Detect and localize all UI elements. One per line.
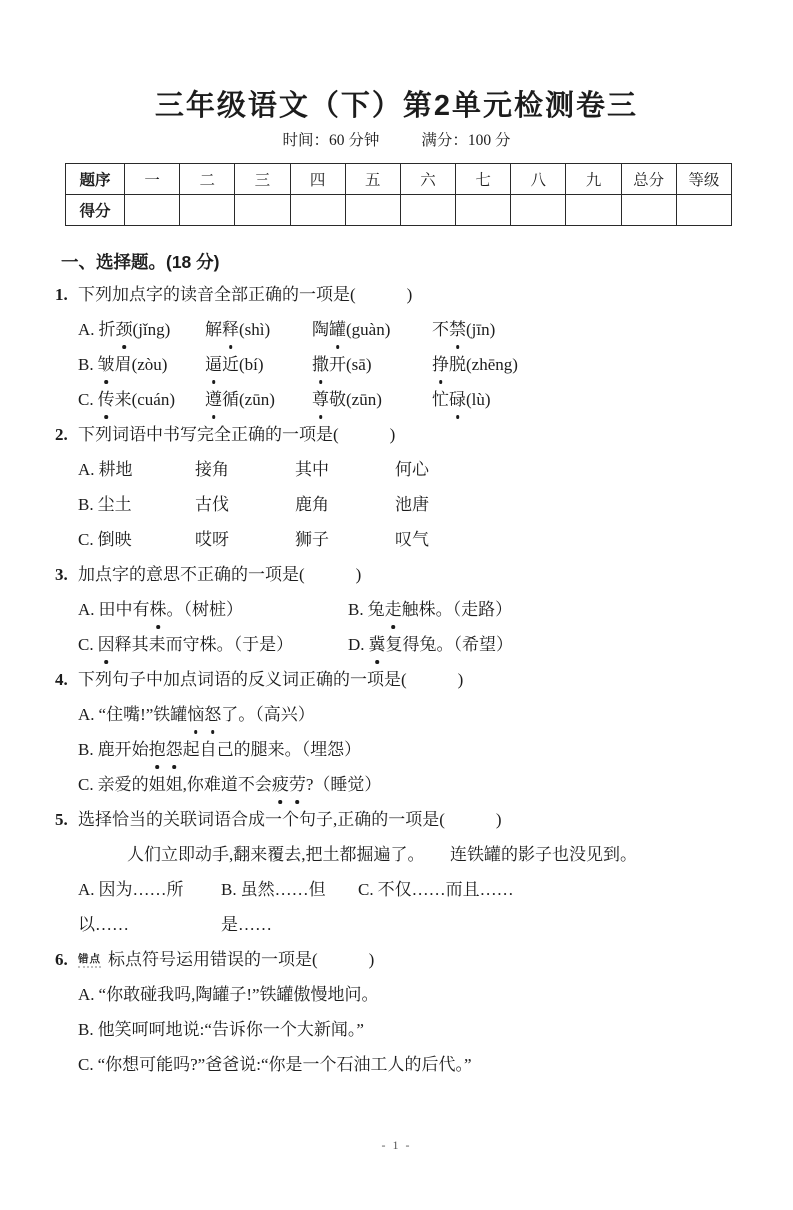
question-stem	[55, 417, 738, 452]
question	[55, 662, 738, 802]
option-label: A.	[78, 320, 95, 339]
page-number: - 1 -	[381, 1138, 412, 1152]
question-stem-text: 加点字的意思不正确的一项是( )	[78, 565, 362, 584]
option-text: 兔走触株。（走路）	[368, 600, 513, 619]
option	[78, 347, 205, 382]
option-text: 尘土	[97, 495, 132, 514]
emphasis-dotted-char: 疲	[272, 767, 289, 802]
option-word: 接角	[195, 460, 229, 479]
question	[55, 802, 738, 942]
option	[78, 627, 348, 662]
option-label: B.	[78, 740, 94, 759]
emphasis-dotted-char: 挣	[432, 347, 449, 382]
question-stem	[55, 802, 738, 837]
option-text: 虽然……但是……	[221, 880, 326, 934]
emphasis-dotted-char: 株	[150, 592, 167, 627]
option-row	[78, 872, 738, 942]
option-row	[78, 522, 738, 557]
option-word: 古伐	[195, 495, 229, 514]
option	[348, 592, 738, 627]
score-table-score-row	[66, 195, 732, 226]
emphasis-dotted-char: 劳	[289, 767, 306, 802]
option-row	[78, 697, 738, 732]
score-table-label: 题序	[66, 164, 125, 195]
score-table-column-header: 九	[566, 164, 621, 195]
emphasis-dotted-char: 颈	[116, 312, 133, 347]
option-row	[78, 627, 738, 662]
option	[78, 452, 195, 487]
option-text: 冀复得兔。（希望）	[369, 635, 514, 654]
emphasis-dotted-char: 禁	[449, 312, 466, 347]
score-cell	[125, 195, 180, 226]
option-label: A.	[78, 600, 95, 619]
option-label: A.	[78, 880, 95, 899]
option-text: 因释其耒而守株。（于是）	[98, 635, 294, 654]
option-word: 陶罐(guàn)	[312, 312, 432, 347]
score-cell	[235, 195, 290, 226]
page-title: 三年级语文（下）第2单元检测卷三	[154, 90, 639, 122]
option-word: 逼近(bí)	[205, 347, 312, 382]
score-cell	[511, 195, 566, 226]
option	[78, 767, 738, 802]
section-heading: 一、选择题。(18 分)	[61, 252, 220, 272]
question	[55, 557, 738, 662]
option-text: “你想可能吗?”爸爸说:“你是一个石油工人的后代。”	[97, 1055, 472, 1074]
option-word: 撒开(sā)	[312, 347, 432, 382]
question-stem	[55, 942, 738, 977]
option	[78, 697, 738, 732]
option	[78, 592, 348, 627]
option-label: C.	[78, 390, 94, 409]
emphasis-dotted-char: 怨	[166, 732, 183, 767]
emphasis-dotted-char: 碌	[449, 382, 466, 417]
option	[221, 872, 358, 942]
option	[78, 977, 738, 1012]
option	[358, 872, 738, 942]
option-row	[78, 977, 738, 1012]
score-cell	[566, 195, 621, 226]
option-label: C.	[78, 530, 94, 549]
score-table-column-header: 七	[456, 164, 511, 195]
option-label: B.	[78, 495, 94, 514]
option	[78, 732, 738, 767]
option-text: 传来(cuán)	[98, 390, 175, 409]
question-stem-text: 下列加点字的读音全部正确的一项是( )	[78, 285, 413, 304]
option-word: 哎呀	[195, 530, 229, 549]
option-row	[78, 732, 738, 767]
question-stem-text: 下列词语中书写完全正确的一项是( )	[78, 425, 396, 444]
emphasis-dotted-char: 怒	[204, 697, 221, 732]
option-word: 叹气	[395, 530, 429, 549]
full-score-label: 满分：100 分	[421, 132, 511, 149]
option	[78, 1047, 738, 1082]
emphasis-dotted-char: 抱	[149, 732, 166, 767]
option-word: 池唐	[395, 495, 429, 514]
score-cell	[345, 195, 400, 226]
emphasis-dotted-char: 撒	[312, 347, 329, 382]
option-word: 解释(shì)	[205, 312, 312, 347]
emphasis-dotted-char: 走	[385, 592, 402, 627]
option-label: A.	[78, 460, 95, 479]
option-row	[78, 1047, 738, 1082]
option-text: 皱眉(zòu)	[98, 355, 168, 374]
option-text: 田中有株。（树桩）	[99, 600, 244, 619]
option-label: B.	[78, 355, 94, 374]
question-number: 3.	[55, 565, 68, 584]
option-row	[78, 1012, 738, 1047]
question	[55, 942, 738, 1082]
option-word: 不禁(jīn)	[432, 312, 738, 347]
option	[78, 312, 205, 347]
question-stem-text: 选择恰当的关联词语合成一个句子,正确的一项是( )	[78, 810, 502, 829]
score-table-column-header: 八	[511, 164, 566, 195]
option-word: 挣脱(zhēng)	[432, 347, 738, 382]
option-label: C.	[358, 880, 374, 899]
option-text: 折颈(jǐng)	[99, 320, 171, 339]
option-word: 狮子	[295, 530, 329, 549]
option	[78, 872, 221, 942]
emphasis-dotted-char: 遵	[205, 382, 222, 417]
score-table-column-header: 三	[235, 164, 290, 195]
question-number: 5.	[55, 810, 68, 829]
score-table-column-header: 五	[345, 164, 400, 195]
option-label: C.	[78, 1055, 94, 1074]
option-word: 其中	[295, 460, 329, 479]
option-row	[78, 312, 738, 347]
emphasis-dotted-char: 恼	[187, 697, 204, 732]
score-table-column-header: 二	[180, 164, 235, 195]
option-label: C.	[78, 635, 94, 654]
option-word: 忙碌(lù)	[432, 382, 738, 417]
emphasis-dotted-char: 逼	[205, 347, 222, 382]
option-text: 因为……所以……	[78, 880, 184, 934]
question-stem-text: 下列句子中加点词语的反义词正确的一项是( )	[78, 670, 464, 689]
score-cell	[180, 195, 235, 226]
score-table-column-header: 总分	[621, 164, 676, 195]
option	[78, 522, 195, 557]
error-point-badge: 错点	[78, 953, 101, 968]
question-stem	[55, 277, 738, 312]
option-text: 不仅……而且……	[377, 880, 514, 899]
emphasis-dotted-char: 传	[98, 382, 115, 417]
option-word: 尊敬(zūn)	[312, 382, 432, 417]
option-row	[78, 592, 738, 627]
score-table-label: 得分	[66, 195, 125, 226]
option-row	[78, 452, 738, 487]
question-number: 2.	[55, 425, 68, 444]
option-row	[78, 767, 738, 802]
question-stem	[55, 557, 738, 592]
score-table	[65, 163, 732, 226]
option-label: B.	[221, 880, 237, 899]
option-word: 遵循(zūn)	[205, 382, 312, 417]
option-row	[78, 382, 738, 417]
option-text: 耕地	[98, 460, 133, 479]
option-row	[78, 487, 738, 522]
emphasis-dotted-char: 因	[98, 627, 115, 662]
option-text: 他笑呵呵地说:“告诉你一个大新闻。”	[97, 1020, 364, 1039]
question-stem	[55, 662, 738, 697]
option-label: A.	[78, 705, 95, 724]
question-context-sentence: 人们立即动手,翻来覆去,把土都掘遍了。 连铁罐的影子也没见到。	[127, 845, 637, 864]
emphasis-dotted-char: 罐	[329, 312, 346, 347]
option	[78, 382, 205, 417]
option-text: “你敢碰我吗,陶罐子!”铁罐傲慢地问。	[98, 985, 379, 1004]
option-label: D.	[348, 635, 365, 654]
option-text: 倒映	[97, 530, 132, 549]
option	[78, 1012, 738, 1047]
score-cell	[621, 195, 676, 226]
option-text: 亲爱的姐姐,你难道不会疲劳?（睡觉）	[98, 775, 382, 794]
questions-container	[55, 277, 738, 1082]
option-text: 鹿开始抱怨起自己的腿来。（埋怨）	[98, 740, 362, 759]
test-paper-page	[0, 88, 793, 1082]
option-label: B.	[78, 1020, 94, 1039]
question	[55, 277, 738, 417]
question	[55, 417, 738, 557]
score-table-column-header: 一	[125, 164, 180, 195]
score-cell	[290, 195, 345, 226]
score-table-header-row	[66, 164, 732, 195]
score-table-column-header: 六	[400, 164, 455, 195]
emphasis-dotted-char: 冀	[369, 627, 386, 662]
score-cell	[676, 195, 731, 226]
question-stem-text: 标点符号运用错误的一项是( )	[108, 950, 375, 969]
emphasis-dotted-char: 释	[222, 312, 239, 347]
option-label: B.	[348, 600, 364, 619]
option-row	[78, 347, 738, 382]
question-number: 4.	[55, 670, 68, 689]
paper-meta	[55, 130, 738, 152]
option-label: A.	[78, 985, 95, 1004]
emphasis-dotted-char: 皱	[98, 347, 115, 382]
option-word: 鹿角	[295, 495, 329, 514]
option	[78, 487, 195, 522]
score-cell	[456, 195, 511, 226]
option-text: “住嘴!”铁罐恼怒了。（高兴）	[99, 705, 315, 724]
option-label: C.	[78, 775, 94, 794]
option-word: 何心	[395, 460, 429, 479]
option	[348, 627, 738, 662]
score-table-column-header: 四	[290, 164, 345, 195]
time-limit-label: 时间：60 分钟	[282, 132, 380, 149]
score-cell	[400, 195, 455, 226]
score-table-column-header: 等级	[676, 164, 731, 195]
emphasis-dotted-char: 尊	[312, 382, 329, 417]
question-number: 1.	[55, 285, 68, 304]
question-number: 6.	[55, 950, 68, 969]
